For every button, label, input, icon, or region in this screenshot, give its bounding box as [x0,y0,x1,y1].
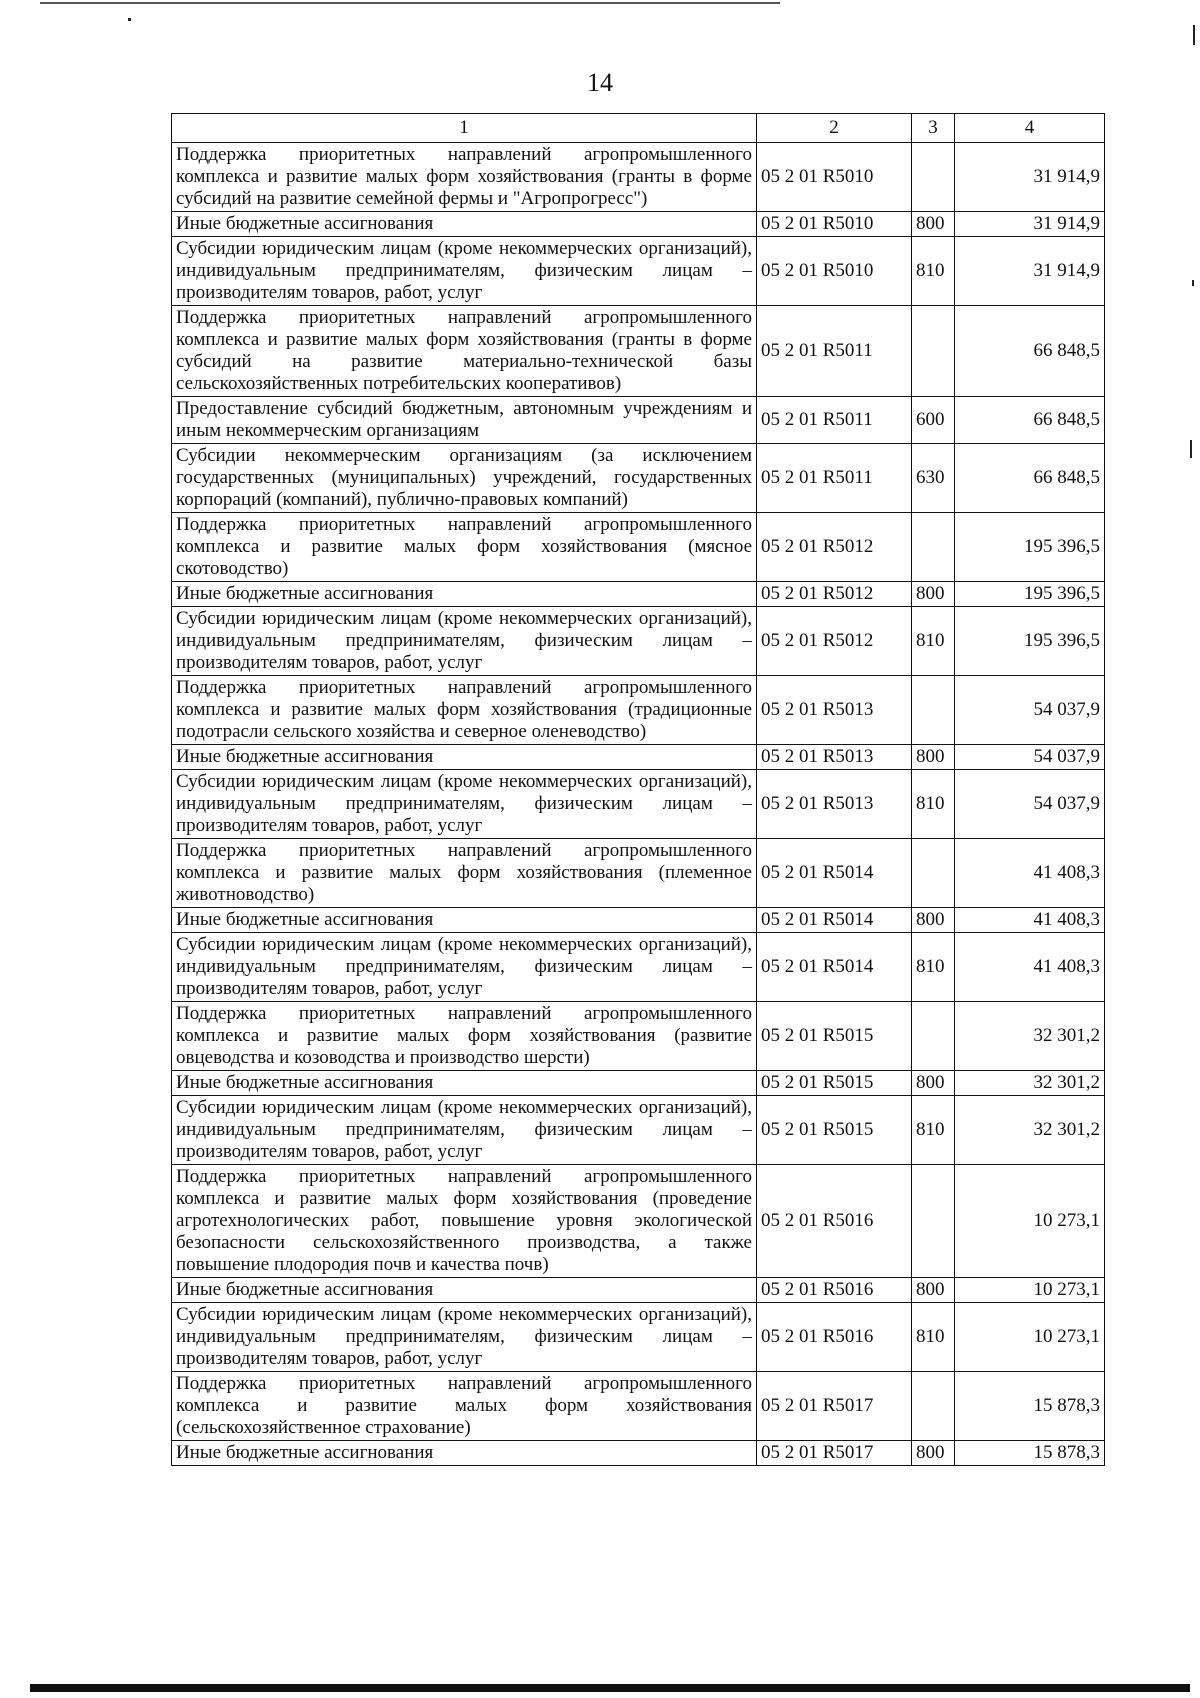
row-expense-type [912,676,955,745]
row-name: Иные бюджетные ассигнования [172,908,757,933]
table-row [172,1165,1105,1278]
table-row [172,306,1105,397]
row-name: Иные бюджетные ассигнования [172,582,757,607]
table-row [172,1096,1105,1165]
row-code: 05 2 01 R5011 [757,397,912,444]
row-expense-type: 810 [912,237,955,306]
scan-speck [128,18,131,21]
row-sum: 41 408,3 [955,908,1105,933]
scan-speck [1193,25,1195,45]
row-expense-type: 800 [912,582,955,607]
row-expense-type: 800 [912,212,955,237]
row-expense-type: 800 [912,745,955,770]
row-name: Субсидии юридическим лицам (кроме некоммерческих организаций), индивидуальным предпринимателям, физическим лицам – производителям товаров, работ, услуг [172,607,757,676]
table-row [172,582,1105,607]
column-header: 1 [172,114,757,143]
table-row [172,676,1105,745]
column-header: 4 [955,114,1105,143]
row-sum: 54 037,9 [955,745,1105,770]
row-expense-type: 800 [912,1278,955,1303]
row-code: 05 2 01 R5011 [757,444,912,513]
table-header-row [172,114,1105,143]
page-number: 14 [587,68,613,97]
row-code: 05 2 01 R5015 [757,1002,912,1071]
row-name: Поддержка приоритетных направлений агропромышленного комплекса и развитие малых форм хозяйствования (мясное скотоводство) [172,513,757,582]
row-code: 05 2 01 R5016 [757,1278,912,1303]
row-expense-type [912,1372,955,1441]
row-code: 05 2 01 R5012 [757,582,912,607]
row-name: Поддержка приоритетных направлений агропромышленного комплекса и развитие малых форм хозяйствования (племенное животноводство) [172,839,757,908]
row-code: 05 2 01 R5012 [757,607,912,676]
scan-speck [1192,280,1194,286]
row-code: 05 2 01 R5011 [757,306,912,397]
row-sum: 32 301,2 [955,1071,1105,1096]
row-sum: 66 848,5 [955,306,1105,397]
row-code: 05 2 01 R5017 [757,1372,912,1441]
row-expense-type: 810 [912,933,955,1002]
row-sum: 15 878,3 [955,1441,1105,1466]
row-expense-type: 810 [912,770,955,839]
scan-speck [1190,440,1192,458]
row-expense-type: 810 [912,1096,955,1165]
row-code: 05 2 01 R5013 [757,676,912,745]
budget-table [171,113,1105,1466]
row-sum: 66 848,5 [955,397,1105,444]
row-name: Иные бюджетные ассигнования [172,1278,757,1303]
row-sum: 54 037,9 [955,676,1105,745]
row-sum: 10 273,1 [955,1278,1105,1303]
row-name: Поддержка приоритетных направлений агропромышленного комплекса и развитие малых форм хозяйствования (традиционные подотрасли сельского хозяйства и северное оленеводство) [172,676,757,745]
row-code: 05 2 01 R5010 [757,212,912,237]
row-name: Субсидии юридическим лицам (кроме некоммерческих организаций), индивидуальным предпринимателям, физическим лицам – производителям товаров, работ, услуг [172,1303,757,1372]
row-sum: 195 396,5 [955,513,1105,582]
row-code: 05 2 01 R5012 [757,513,912,582]
row-sum: 41 408,3 [955,839,1105,908]
row-name: Иные бюджетные ассигнования [172,212,757,237]
row-code: 05 2 01 R5013 [757,745,912,770]
row-name: Поддержка приоритетных направлений агропромышленного комплекса и развитие малых форм хозяйствования (проведение агротехнологических работ, повышение уровня экологической безопасности сельскохозяйственного производства, а также повышение плодородия почв и качества почв) [172,1165,757,1278]
row-sum: 31 914,9 [955,143,1105,212]
table-row [172,607,1105,676]
row-code: 05 2 01 R5014 [757,933,912,1002]
row-name: Субсидии юридическим лицам (кроме некоммерческих организаций), индивидуальным предпринимателям, физическим лицам – производителям товаров, работ, услуг [172,237,757,306]
table-row [172,1002,1105,1071]
row-expense-type [912,1165,955,1278]
row-sum: 66 848,5 [955,444,1105,513]
row-code: 05 2 01 R5015 [757,1071,912,1096]
row-name: Предоставление субсидий бюджетным, автономным учреждениям и иным некоммерческим организациям [172,397,757,444]
row-sum: 10 273,1 [955,1303,1105,1372]
table-row [172,933,1105,1002]
row-code: 05 2 01 R5014 [757,839,912,908]
table-row [172,745,1105,770]
table-row [172,212,1105,237]
row-sum: 195 396,5 [955,607,1105,676]
table-row [172,444,1105,513]
row-sum: 195 396,5 [955,582,1105,607]
row-code: 05 2 01 R5014 [757,908,912,933]
row-sum: 31 914,9 [955,212,1105,237]
row-code: 05 2 01 R5013 [757,770,912,839]
row-name: Субсидии некоммерческим организациям (за исключением государственных (муниципальных) учреждений, государственных корпораций (компаний), публично-правовых компаний) [172,444,757,513]
row-code: 05 2 01 R5017 [757,1441,912,1466]
row-expense-type [912,839,955,908]
column-header: 3 [912,114,955,143]
row-expense-type: 800 [912,1441,955,1466]
row-sum: 15 878,3 [955,1372,1105,1441]
row-sum: 32 301,2 [955,1096,1105,1165]
row-expense-type [912,143,955,212]
row-sum: 54 037,9 [955,770,1105,839]
table-row [172,770,1105,839]
scan-edge-bar [30,1684,1190,1692]
column-header: 2 [757,114,912,143]
row-expense-type [912,1002,955,1071]
table-row [172,397,1105,444]
table-row [172,1071,1105,1096]
row-sum: 10 273,1 [955,1165,1105,1278]
row-code: 05 2 01 R5016 [757,1165,912,1278]
row-expense-type: 810 [912,1303,955,1372]
row-name: Поддержка приоритетных направлений агропромышленного комплекса и развитие малых форм хозяйствования (гранты в форме субсидий на развитие семейной фермы и "Агропрогресс") [172,143,757,212]
row-name: Иные бюджетные ассигнования [172,1071,757,1096]
row-expense-type [912,513,955,582]
row-code: 05 2 01 R5016 [757,1303,912,1372]
row-sum: 41 408,3 [955,933,1105,1002]
row-code: 05 2 01 R5015 [757,1096,912,1165]
row-expense-type [912,306,955,397]
table-row [172,839,1105,908]
table-row [172,1372,1105,1441]
table-row [172,908,1105,933]
row-sum: 31 914,9 [955,237,1105,306]
row-name: Поддержка приоритетных направлений агропромышленного комплекса и развитие малых форм хозяйствования (гранты в форме субсидий на развитие материально-технической базы сельскохозяйственных потребительских кооперативов) [172,306,757,397]
table-row [172,237,1105,306]
table-row [172,1303,1105,1372]
row-expense-type: 630 [912,444,955,513]
row-name: Поддержка приоритетных направлений агропромышленного комплекса и развитие малых форм хозяйствования (сельскохозяйственное страхование) [172,1372,757,1441]
row-expense-type: 600 [912,397,955,444]
row-name: Поддержка приоритетных направлений агропромышленного комплекса и развитие малых форм хозяйствования (развитие овцеводства и козоводства и производство шерсти) [172,1002,757,1071]
row-code: 05 2 01 R5010 [757,143,912,212]
row-sum: 32 301,2 [955,1002,1105,1071]
row-code: 05 2 01 R5010 [757,237,912,306]
scan-edge-line [40,2,780,4]
row-name: Субсидии юридическим лицам (кроме некоммерческих организаций), индивидуальным предпринимателям, физическим лицам – производителям товаров, работ, услуг [172,1096,757,1165]
row-name: Иные бюджетные ассигнования [172,1441,757,1466]
row-name: Субсидии юридическим лицам (кроме некоммерческих организаций), индивидуальным предпринимателям, физическим лицам – производителям товаров, работ, услуг [172,933,757,1002]
row-name: Иные бюджетные ассигнования [172,745,757,770]
row-expense-type: 800 [912,908,955,933]
table-row [172,1278,1105,1303]
row-name: Субсидии юридическим лицам (кроме некоммерческих организаций), индивидуальным предпринимателям, физическим лицам – производителям товаров, работ, услуг [172,770,757,839]
row-expense-type: 810 [912,607,955,676]
table-row [172,1441,1105,1466]
table-row [172,513,1105,582]
table-row [172,143,1105,212]
row-expense-type: 800 [912,1071,955,1096]
